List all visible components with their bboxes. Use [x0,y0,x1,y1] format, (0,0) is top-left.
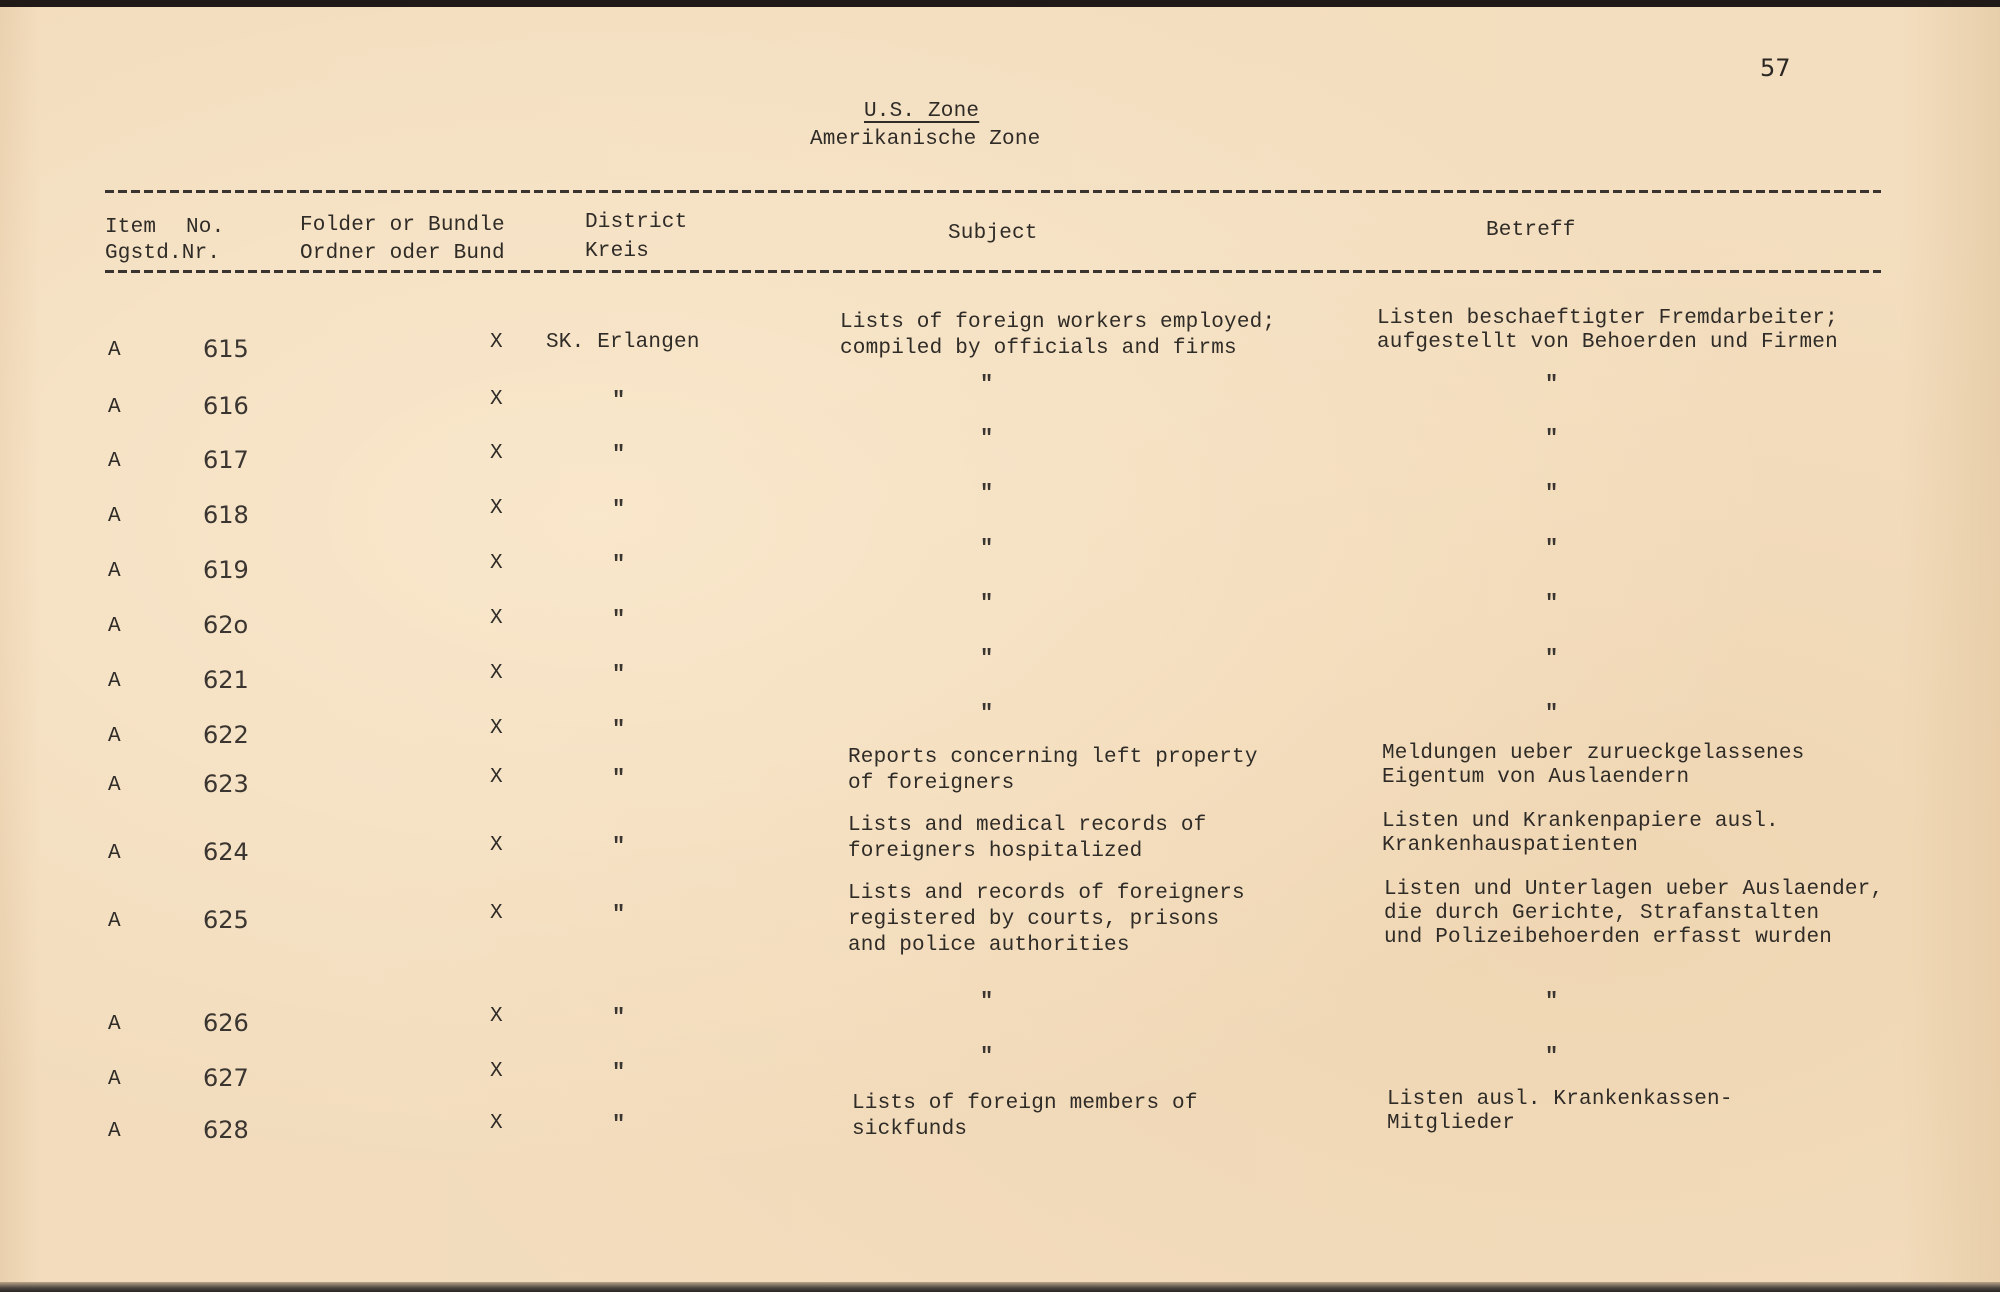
item-code: A [108,1068,121,1091]
subject-ditto: " [980,591,994,616]
item-number: 625 [203,906,249,934]
folder-mark: X [490,1005,503,1028]
folder-mark: X [490,662,503,685]
district-ditto: " [612,1112,626,1137]
folder-mark: X [490,717,503,740]
item-code: A [108,339,121,362]
item-number: 624 [203,838,249,866]
item-number: 619 [203,556,249,584]
item-code: A [108,560,121,583]
item-number: 617 [203,446,249,474]
betreff-line: Listen beschaeftigter Fremdarbeiter; [1377,307,1838,330]
subject-ditto: " [980,372,994,397]
betreff-ditto: " [1545,481,1559,506]
header-folder-en: Folder or Bundle [300,214,505,237]
folder-mark: X [490,442,503,465]
district-ditto: " [612,607,626,632]
betreff-line: Eigentum von Auslaendern [1382,766,1690,789]
item-number: 618 [203,501,249,529]
subject-line: foreigners hospitalized [848,840,1143,863]
district-ditto: " [612,766,626,791]
folder-mark: X [490,1060,503,1083]
item-number: 615 [203,335,249,363]
item-number: 627 [203,1064,249,1092]
folder-mark: X [490,497,503,520]
betreff-line: Mitglieder [1387,1112,1516,1135]
item-number: 626 [203,1009,249,1037]
item-code: A [108,1120,121,1143]
scan-top-border [0,0,2000,7]
subject-line: and police authorities [848,934,1130,957]
folder-mark: X [490,607,503,630]
header-item-de: Ggstd.Nr. [105,242,221,265]
item-number: 616 [203,392,249,420]
district-ditto: " [612,1060,626,1085]
page-title: U.S. Zone [864,100,980,123]
subject-line: sickfunds [852,1118,968,1141]
subject-line: Lists and records of foreigners [848,882,1245,905]
subject-ditto: " [980,701,994,726]
item-code: A [108,910,121,933]
betreff-line: Meldungen ueber zurueckgelassenes [1382,742,1805,765]
header-district-de: Kreis [585,240,650,263]
betreff-ditto: " [1545,372,1559,397]
header-bottom-rule [105,270,1881,273]
district-ditto: " [612,497,626,522]
header-no-en: No. [186,216,225,239]
district-ditto: " [612,834,626,859]
folder-mark: X [490,1112,503,1135]
item-code: A [108,842,121,865]
folder-mark: X [490,766,503,789]
item-code: A [108,396,121,419]
header-item-en: Item [105,216,157,239]
betreff-line: Listen ausl. Krankenkassen- [1387,1088,1733,1111]
betreff-line: aufgestellt von Behoerden und Firmen [1377,331,1838,354]
subject-line: Lists of foreign workers employed; [840,311,1276,334]
item-number: 623 [203,770,249,798]
subject-ditto: " [980,646,994,671]
item-code: A [108,450,121,473]
subject-ditto: " [980,989,994,1014]
subject-line: of foreigners [848,772,1015,795]
header-district-en: District [585,211,688,234]
district-ditto: " [612,552,626,577]
betreff-ditto: " [1545,1044,1559,1069]
header-top-rule [105,190,1881,193]
scan-bottom-edge [0,1282,2000,1292]
header-betreff: Betreff [1486,219,1576,242]
item-number: 622 [203,721,249,749]
betreff-line: und Polizeibehoerden erfasst wurden [1384,926,1833,949]
district-name: SK. Erlangen [546,331,700,354]
item-code: A [108,1013,121,1036]
betreff-line: Listen und Krankenpapiere ausl. [1382,810,1779,833]
subject-line: compiled by officials and firms [840,337,1237,360]
item-number: 628 [203,1116,249,1144]
betreff-line: die durch Gerichte, Strafanstalten [1384,902,1820,925]
folder-mark: X [490,834,503,857]
district-ditto: " [612,717,626,742]
item-code: A [108,725,121,748]
folder-mark: X [490,552,503,575]
subject-ditto: " [980,426,994,451]
item-code: A [108,774,121,797]
item-number: 62o [203,611,249,639]
subject-line: Reports concerning left property [848,746,1258,769]
district-ditto: " [612,442,626,467]
subject-line: Lists of foreign members of [852,1092,1198,1115]
subject-ditto: " [980,1044,994,1069]
page-number: 57 [1760,54,1791,82]
betreff-ditto: " [1545,989,1559,1014]
folder-mark: X [490,902,503,925]
item-code: A [108,670,121,693]
item-number: 621 [203,666,249,694]
subject-line: registered by courts, prisons [848,908,1220,931]
betreff-ditto: " [1545,701,1559,726]
district-ditto: " [612,662,626,687]
betreff-ditto: " [1545,536,1559,561]
subject-ditto: " [980,536,994,561]
page-subtitle: Amerikanische Zone [810,128,1041,151]
subject-ditto: " [980,481,994,506]
district-ditto: " [612,1005,626,1030]
header-subject: Subject [948,222,1038,245]
betreff-line: Listen und Unterlagen ueber Auslaender, [1384,878,1884,901]
folder-mark: X [490,331,503,354]
betreff-ditto: " [1545,591,1559,616]
item-code: A [108,505,121,528]
header-folder-de: Ordner oder Bund [300,242,505,265]
district-ditto: " [612,388,626,413]
betreff-line: Krankenhauspatienten [1382,834,1639,857]
item-code: A [108,615,121,638]
betreff-ditto: " [1545,646,1559,671]
folder-mark: X [490,388,503,411]
subject-line: Lists and medical records of [848,814,1207,837]
district-ditto: " [612,902,626,927]
betreff-ditto: " [1545,426,1559,451]
